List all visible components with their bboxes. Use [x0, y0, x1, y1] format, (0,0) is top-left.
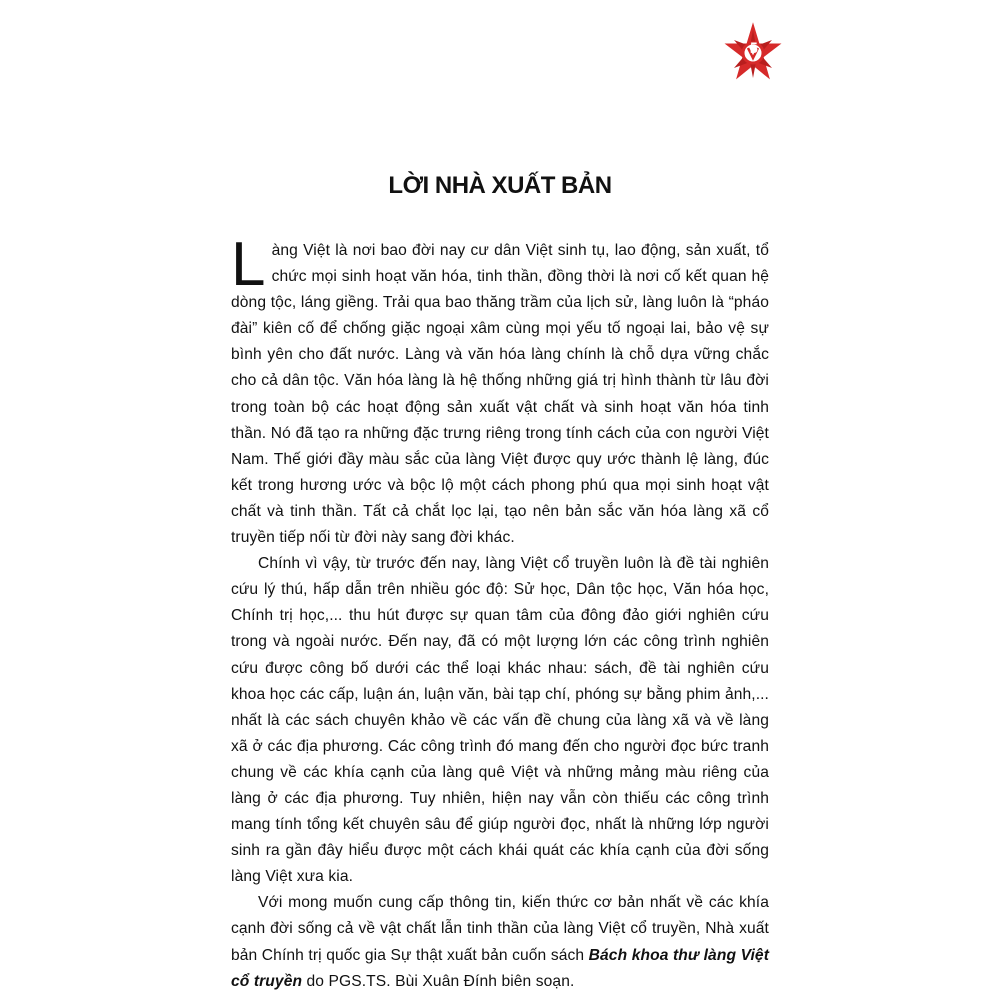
paragraph-3-text-before: Với mong muốn cung cấp thông tin, kiến thức cơ bản nhất về các khía cạnh đời sống cả về vật chất lẫn tinh thần của làng Việt cổ truyền, Nhà xuất bản Chính trị quốc gia Sự thật xuất bản cuốn sách — [231, 894, 769, 964]
paragraph-3 — [231, 890, 769, 994]
paragraph-2: Chính vì vậy, từ trước đến nay, làng Việt cổ truyền luôn là đề tài nghiên cứu lý thú, hấp dẫn trên nhiều góc độ: Sử học, Dân tộc học, Văn hóa học, Chính trị học,... thu hút được sự quan tâm của đông đảo giới nghiên cứu trong và ngoài nước. Đến nay, đã có một lượng lớn các công trình nghiên cứu được công bố dưới các thể loại khác nhau: sách, đề tài nghiên cứu khoa học các cấp, luận án, luận văn, bài tạp chí, phóng sự bằng phim ảnh,... nhất là các sách chuyên khảo về các vấn đề chung của làng xã và về làng xã ở các địa phương. Các công trình đó mang đến cho người đọc bức tranh chung về các khía cạnh của làng quê Việt và những mảng màu riêng của làng ở các địa phương. Tuy nhiên, hiện nay vẫn còn thiếu các công trình mang tính tổng kết chuyên sâu để giúp người đọc, nhất là những lớp người sinh ra gần đây hiểu được một cách khái quát các khía cạnh của đời sống làng Việt xưa kia. — [231, 555, 769, 886]
page-number: 5 — [750, 40, 758, 57]
drop-cap-letter: L — [231, 230, 266, 299]
paragraph-3-text-after: do PGS.TS. Bùi Xuân Đính biên soạn. — [302, 972, 575, 990]
body-text — [231, 230, 769, 995]
book-title: Bách khoa thư làng Việt cổ truyền — [231, 946, 769, 990]
paragraph-1-text: àng Việt là nơi bao đời nay cư dân Việt sinh tụ, lao động, sản xuất, tổ chức mọi sinh hoạt văn hóa, tinh thần, đồng thời là nơi cố kết quan hệ dòng tộc, láng giềng. Trải qua bao thăng trầm của lịch sử, làng luôn là “pháo đài” kiên cố để chống giặc ngoại xâm cùng mọi yếu tố ngoại lai, bảo vệ sự bình yên cho đất nước. Làng và văn hóa làng chính là chỗ dựa vững chắc cho cả dân tộc. Văn hóa làng là hệ thống những giá trị hình thành từ lâu đời trong toàn bộ các hoạt động sản xuất vật chất và sinh hoạt văn hóa tinh thần. Nó đã tạo ra những đặc trưng riêng trong tính cách của con người Việt Nam. Thế giới đầy màu sắc của làng Việt được quy ước thành lệ làng, đúc kết trong hương ước và bộc lộ một cách phong phú qua mọi sinh hoạt vật chất và tinh thần. Tất cả chắt lọc lại, tạo nên bản sắc văn hóa làng xã cổ truyền tiếp nối từ đời này sang đời khác. — [231, 242, 769, 547]
page-title: LỜI NHÀ XUẤT BẢN — [388, 172, 612, 199]
paragraph-1 — [231, 230, 769, 551]
